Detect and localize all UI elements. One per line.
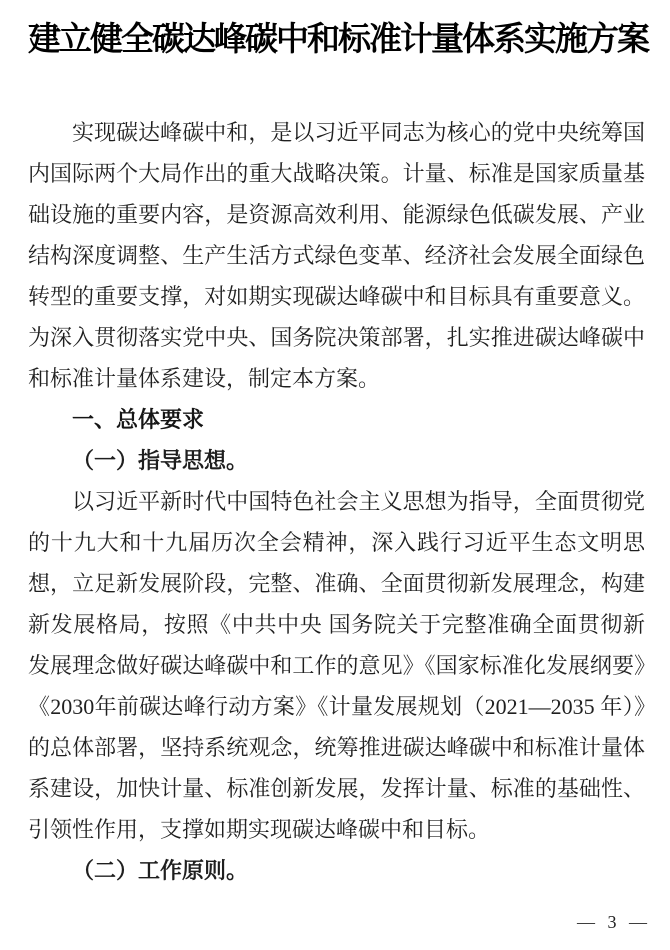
section-heading-overall-requirements: 一、总体要求 (72, 407, 205, 432)
intro-paragraph: 实现碳达峰碳中和，是以习近平同志为核心的党中央统筹国内国际两个大局作出的重大战略决策。计量、标准是国家质量基础设施的重要内容，是资源高效利用、能源绿色低碳发展、产业结构深度调整、生产生活方式绿色变革、经济社会发展全面绿色转型的重要支撑，对如期实现碳达峰碳中和目标具有重要意义。为深入贯彻落实党中央、国务院决策部署，扎实推进碳达峰碳中和标准计量体系建设，制定本方案。 (28, 120, 645, 391)
subsection-heading-work-principles: （二）工作原则。 (72, 858, 249, 883)
guiding-ideology-paragraph: 以习近平新时代中国特色社会主义思想为指导，全面贯彻党的十九大和十九届历次全会精神，深入践行习近平生态文明思想，立足新发展阶段，完整、准确、全面贯彻新发展理念，构建新发展格局，按照《中共中央 国务院关于完整准确全面贯彻新发展理念做好碳达峰碳中和工作的意见》《国家标准化发展纲要》《2030年前碳达峰行动方案》《计量发展规划（2021—2035 年）》的总体部署，坚持系统观念，统筹推进碳达峰碳中和标准计量体系建设，加快计量、标准创新发展，发挥计量、标准的基础性、引领性作用，支撑如期实现碳达峰碳中和目标。 (28, 489, 645, 842)
document-body (28, 112, 645, 891)
document-title: 建立健全碳达峰碳中和标准计量体系实施方案 (28, 22, 648, 58)
subsection-heading-guiding-ideology: （一）指导思想。 (72, 448, 249, 473)
page-number: — 3 — (577, 912, 647, 932)
